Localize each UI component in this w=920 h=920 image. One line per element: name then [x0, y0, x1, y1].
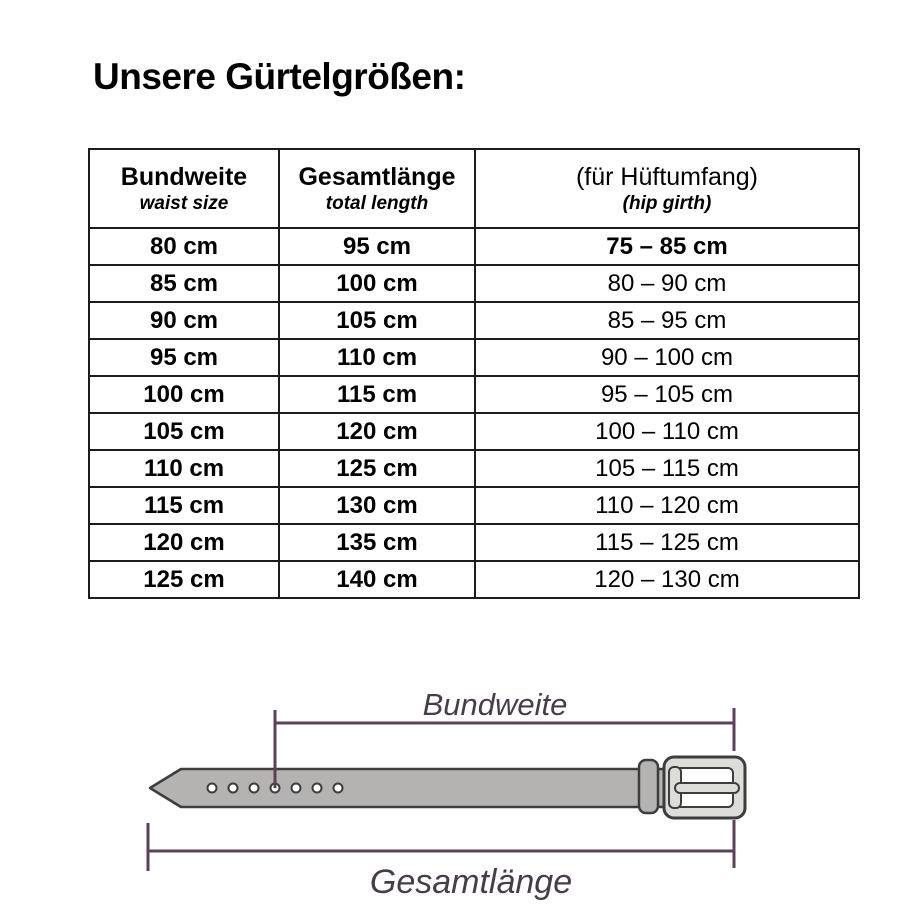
size-cell: 80 – 90 cm [475, 265, 859, 302]
belt-keeper [639, 760, 658, 813]
belt-hole [334, 784, 343, 793]
belt-hole [292, 784, 301, 793]
size-cell: 95 cm [279, 228, 475, 265]
size-cell: 100 – 110 cm [475, 413, 859, 450]
size-cell: 115 – 125 cm [475, 524, 859, 561]
size-cell: 140 cm [279, 561, 475, 598]
buckle-prong-icon [675, 783, 739, 793]
header-gesamtlaenge-sub: total length [325, 192, 429, 214]
belt-buckle [664, 757, 745, 818]
size-cell: 75 – 85 cm [475, 228, 859, 265]
size-cell: 105 cm [279, 302, 475, 339]
belt-diagram [0, 655, 920, 920]
table-row [89, 265, 859, 302]
size-cell: 125 cm [279, 450, 475, 487]
header-hueftumfang [475, 149, 859, 228]
table-row [89, 487, 859, 524]
size-cell: 100 cm [279, 265, 475, 302]
size-cell: 130 cm [279, 487, 475, 524]
size-cell: 110 cm [279, 339, 475, 376]
size-cell: 120 cm [89, 524, 279, 561]
size-table [88, 148, 860, 599]
size-cell: 100 cm [89, 376, 279, 413]
size-cell: 85 cm [89, 265, 279, 302]
header-gesamtlaenge-main: Gesamtlänge [298, 162, 456, 191]
belt-hole [250, 784, 259, 793]
size-cell: 85 – 95 cm [475, 302, 859, 339]
size-cell: 105 – 115 cm [475, 450, 859, 487]
table-row [89, 302, 859, 339]
table-row [89, 376, 859, 413]
table-row [89, 524, 859, 561]
header-bundweite-sub: waist size [139, 192, 229, 214]
belt-hole [313, 784, 322, 793]
size-cell: 80 cm [89, 228, 279, 265]
gesamtlaenge-label: Gesamtlänge [369, 863, 573, 901]
size-cell: 95 – 105 cm [475, 376, 859, 413]
size-cell: 90 cm [89, 302, 279, 339]
size-cell: 120 cm [279, 413, 475, 450]
table-row [89, 413, 859, 450]
belt-hole [229, 784, 238, 793]
page-title: Unsere Gürtelgrößen: [93, 56, 466, 97]
size-table-header [89, 149, 859, 228]
header-gesamtlaenge [279, 149, 475, 228]
header-row [89, 149, 859, 228]
size-cell: 110 cm [89, 450, 279, 487]
table-row [89, 450, 859, 487]
size-cell: 105 cm [89, 413, 279, 450]
size-cell: 110 – 120 cm [475, 487, 859, 524]
size-cell: 125 cm [89, 561, 279, 598]
bundweite-label: Bundweite [422, 687, 568, 722]
header-bundweite [89, 149, 279, 228]
header-hueftumfang-sub: (hip girth) [622, 192, 712, 214]
header-hueftumfang-main: (für Hüftumfang) [575, 162, 758, 191]
header-bundweite-main: Bundweite [120, 162, 248, 191]
size-cell: 135 cm [279, 524, 475, 561]
size-cell: 120 – 130 cm [475, 561, 859, 598]
size-cell: 115 cm [89, 487, 279, 524]
table-row [89, 228, 859, 265]
size-cell: 95 cm [89, 339, 279, 376]
belt-hole [208, 784, 217, 793]
table-row [89, 561, 859, 598]
size-cell: 90 – 100 cm [475, 339, 859, 376]
size-cell: 115 cm [279, 376, 475, 413]
table-row [89, 339, 859, 376]
size-table-body [89, 228, 859, 598]
